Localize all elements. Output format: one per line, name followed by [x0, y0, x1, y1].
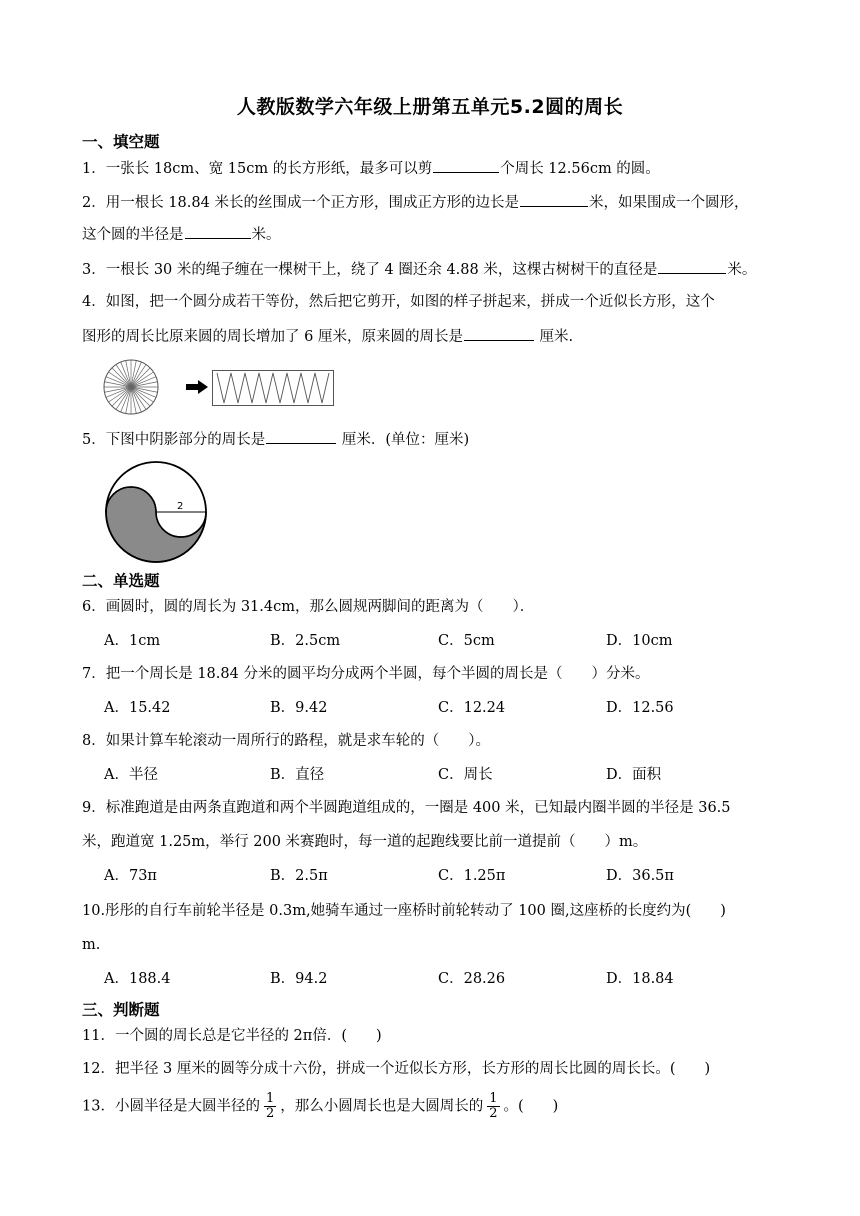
q9-option-a: A．73π	[104, 868, 157, 884]
answer-blank	[266, 429, 336, 444]
q9-option-b: B．2.5π	[270, 868, 328, 884]
answer-blank	[433, 158, 499, 173]
question-1-text-a: 1．一张长 18cm、宽 15cm 的长方形纸，最多可以剪	[82, 161, 433, 177]
q9-option-c: C．1.25π	[438, 868, 506, 884]
question-5-text-b: 厘米．(单位：厘米)	[337, 432, 470, 448]
q6-option-a: A．1cm	[104, 633, 161, 649]
answer-blank	[185, 224, 251, 239]
q6-option-c: C．5cm	[438, 633, 495, 649]
q10-option-b: B．94.2	[270, 971, 328, 987]
q10-option-a: A．188.4	[104, 971, 171, 987]
q7-option-c: C．12.24	[438, 700, 506, 716]
answer-blank	[520, 192, 588, 207]
radius-label: 2	[177, 501, 184, 512]
arrow-icon	[186, 380, 208, 394]
question-1-text-b: 个周长 12.56cm 的圆。	[500, 161, 660, 177]
question-3	[82, 259, 756, 280]
answer-blank	[658, 259, 726, 274]
q8-option-a: A．半径	[104, 767, 158, 783]
question-4-line-1: 4．如图，把一个圆分成若干等份，然后把它剪开，如图的样子拼起来，拼成一个近似长方形，这个	[82, 294, 715, 310]
q7-option-a: A．15.42	[104, 700, 171, 716]
question-4-line-2	[82, 326, 573, 347]
fraction-one-half: $\frac{1}{2}$	[265, 1091, 275, 1121]
question-10-line-2: m.	[82, 937, 101, 953]
q7-option-b: B．9.42	[270, 700, 328, 716]
shaded-circle-figure	[104, 460, 208, 564]
q8-option-b: B．直径	[270, 767, 325, 783]
q6-option-b: B．2.5cm	[270, 633, 341, 649]
question-2-text-c: 这个圆的半径是	[82, 227, 184, 243]
question-13-text-a: 13．小圆半径是大圆半径的	[82, 1098, 260, 1115]
q10-option-c: C．28.26	[438, 971, 506, 987]
question-2-text-d: 米。	[251, 227, 281, 243]
zigzag-rectangle-figure	[212, 370, 334, 406]
fraction-one-half: $\frac{1}{2}$	[489, 1091, 498, 1121]
question-9-line-2: 米，跑道宽 1.25m，举行 200 米赛跑时，每一道的起跑线要比前一道提前（ ）m。	[82, 834, 648, 850]
question-5	[82, 429, 469, 450]
section-heading-fill-blank: 一、填空题	[82, 133, 160, 151]
question-5-text-a: 5．下图中阴影部分的周长是	[82, 432, 266, 448]
question-2-line-2	[82, 224, 281, 245]
question-4-text-b: 图形的周长比原来圆的周长增加了 6 厘米，原来圆的周长是	[82, 329, 463, 345]
sectored-circle-figure	[102, 358, 160, 416]
question-2-line-1	[82, 192, 748, 213]
question-7: 7．把一个周长是 18.84 分米的圆平均分成两个半圆，每个半圆的周长是（ ）分米。	[82, 666, 650, 682]
q6-option-d: D．10cm	[606, 633, 673, 649]
q8-option-d: D．面积	[606, 767, 662, 783]
question-10-line-1: 10.彤彤的自行车前轮半径是 0.3m,她骑车通过一座桥时前轮转动了 100 圈,这座桥的长度约为( )	[82, 903, 726, 919]
question-13-text-c: 。( )	[503, 1098, 559, 1115]
question-4-text-c: 厘米.	[534, 329, 574, 345]
question-2-text-b: 米，如果围成一个圆形，	[588, 195, 749, 211]
question-12: 12．把半径 3 厘米的圆等分成十六份，拼成一个近似长方形，长方形的周长比圆的周长长。( )	[82, 1061, 711, 1077]
question-6: 6．画圆时，圆的周长为 31.4cm，那么圆规两脚间的距离为（ ）．	[82, 599, 535, 615]
question-11: 11．一个圆的周长总是它半径的 2π倍．( )	[82, 1028, 382, 1044]
section-heading-single-choice: 二、单选题	[82, 572, 160, 590]
answer-blank	[464, 326, 534, 341]
question-1	[82, 158, 660, 179]
section-heading-true-false: 三、判断题	[82, 1001, 160, 1019]
q9-option-d: D．36.5π	[606, 868, 674, 884]
q10-option-d: D．18.84	[606, 971, 674, 987]
question-3-text-b: 米。	[727, 262, 757, 278]
question-13-text-b: ，那么小圆周长也是大圆周长的	[280, 1098, 484, 1115]
q8-option-c: C．周长	[438, 767, 493, 783]
question-8: 8．如果计算车轮滚动一周所行的路程，就是求车轮的（ ）。	[82, 733, 490, 749]
question-2-text-a: 2．用一根长 18.84 米长的丝围成一个正方形，围成正方形的边长是	[82, 195, 519, 211]
question-9-line-1: 9．标准跑道是由两条直跑道和两个半圆跑道组成的，一圈是 400 米，已知最内圈半圆的半径是 36.5	[82, 800, 731, 816]
q7-option-d: D．12.56	[606, 700, 674, 716]
question-13	[82, 1092, 558, 1121]
page-title: 人教版数学六年级上册第五单元5.2圆的周长	[236, 96, 624, 118]
question-3-text-a: 3．一根长 30 米的绳子缠在一棵树干上，绕了 4 圈还余 4.88 米，这棵古树树干的直径是	[82, 262, 658, 278]
